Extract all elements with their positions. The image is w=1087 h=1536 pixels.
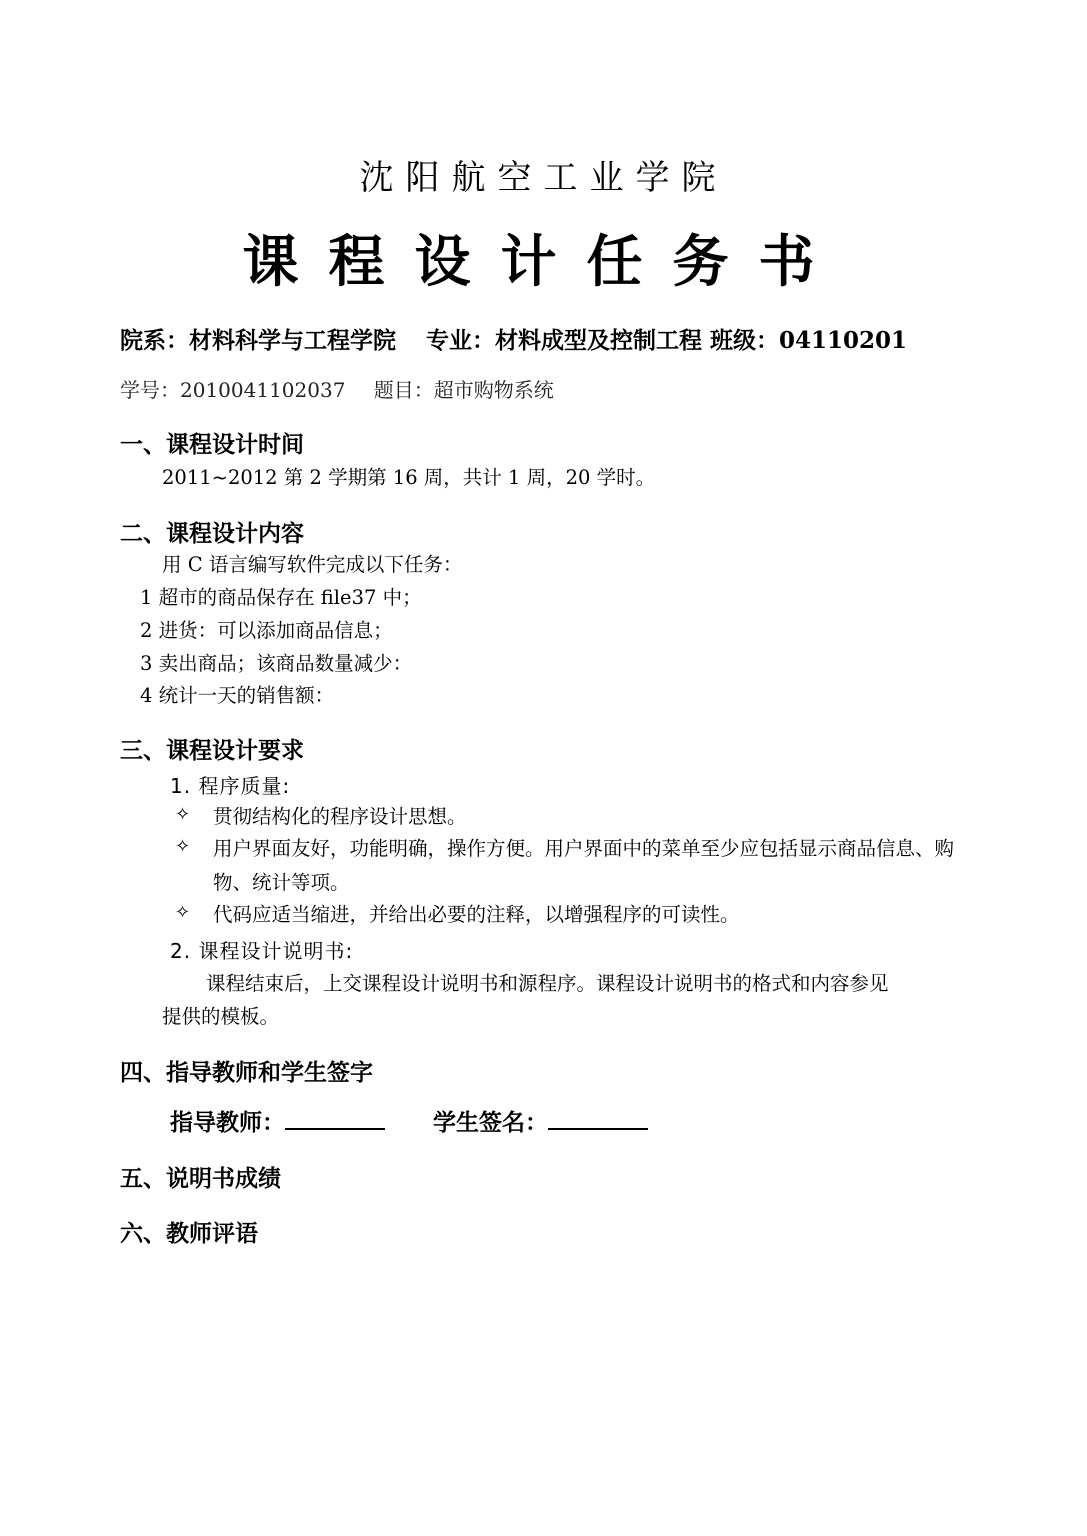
section-4-heading: 四、指导教师和学生签字 <box>120 1059 373 1086</box>
requirement-2-paragraph: 课程结束后，上交课程设计说明书和源程序。课程设计说明书的格式和内容参见 <box>206 972 889 995</box>
requirement-2-title: 2. 课程设计说明书: <box>170 939 354 963</box>
section-1-heading: 一、课程设计时间 <box>120 431 304 458</box>
bullet-item: ✧ 贯彻结构化的程序设计思想。 <box>175 804 467 828</box>
diamond-bullet-icon: ✧ <box>175 836 191 857</box>
school-name: 沈阳航空工业学院 <box>359 158 728 198</box>
info-line-2 <box>120 374 554 403</box>
document-title: 课程设计任务书 <box>242 230 845 295</box>
section-5-heading: 五、说明书成绩 <box>120 1165 281 1192</box>
requirement-2-paragraph-cont: 提供的模板。 <box>162 1005 280 1028</box>
list-item: 4 统计一天的销售额： <box>140 684 335 707</box>
teacher-signature-label: 指导教师： <box>170 1109 285 1136</box>
teacher-signature-field[interactable] <box>285 1108 385 1130</box>
major-field: 专业：材料成型及控制工程 <box>426 327 703 354</box>
requirement-1-title: 1. 程序质量: <box>170 774 291 798</box>
diamond-bullet-icon: ✧ <box>175 902 191 923</box>
bullet-item: ✧ 代码应适当缩进，并给出必要的注释，以增强程序的可读性。 <box>175 902 740 926</box>
student-signature-field[interactable] <box>548 1108 648 1130</box>
section-3-heading: 三、课程设计要求 <box>120 737 304 764</box>
class-field: 班级：04110201 <box>710 327 908 354</box>
section-2-heading: 二、课程设计内容 <box>120 520 304 547</box>
topic-field: 题目：超市购物系统 <box>373 378 554 402</box>
signature-line <box>170 1104 648 1137</box>
section-1-text: 2011~2012 第 2 学期第 16 周，共计 1 周，20 学时。 <box>162 466 656 489</box>
info-line-1 <box>120 322 907 355</box>
bullet-item: ✧ 用户界面友好，功能明确，操作方便。用户界面中的菜单至少应包括显示商品信息、购物、统计等项。 <box>175 836 955 894</box>
dept-field: 院系：材料科学与工程学院 <box>120 327 396 354</box>
list-item: 2 进货：可以添加商品信息； <box>140 619 393 642</box>
student-signature-label: 学生签名： <box>433 1109 549 1136</box>
section-2-intro: 用 C 语言编写软件完成以下任务： <box>162 553 463 576</box>
list-item: 3 卖出商品；该商品数量减少： <box>140 652 413 675</box>
diamond-bullet-icon: ✧ <box>175 804 191 825</box>
student-id-field: 学号：2010041102037 <box>120 378 346 402</box>
list-item: 1 超市的商品保存在 file37 中； <box>140 586 422 609</box>
section-6-heading: 六、教师评语 <box>120 1220 258 1247</box>
